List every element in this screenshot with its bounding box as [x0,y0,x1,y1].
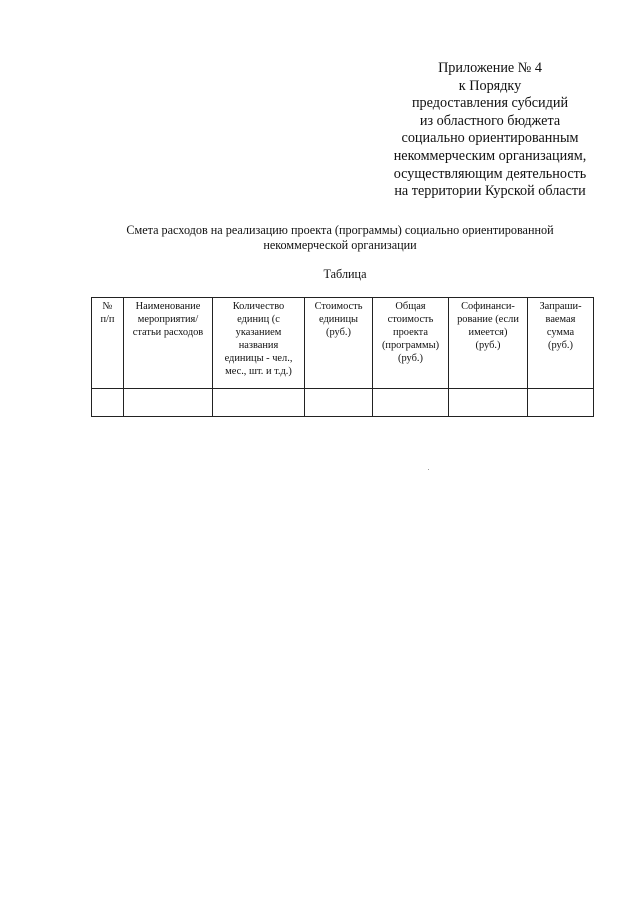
appendix-line: Приложение № 4 [438,60,542,76]
scan-speck [428,469,429,470]
header-text-line: единиц (с [237,314,280,325]
table-row [92,389,594,417]
header-text-line: п/п [100,314,115,325]
col-total-cost-header [373,298,449,389]
col-number-cell [92,389,124,417]
header-text-line: сумма [546,327,575,338]
header-text-line: стоимость [387,314,434,325]
col-requested-cell [528,389,594,417]
col-quantity-cell [213,389,305,417]
header-text-line: мероприятия/ [137,314,199,325]
appendix-line: из областного бюджета [419,112,561,129]
header-text-line: имеется) [468,327,508,338]
estimate-table [91,297,594,417]
title-line-2: некоммерческой организации [263,238,417,252]
header-text-line: Количество [232,301,285,312]
title-line-1: Смета расходов на реализацию проекта (программы) социально ориентированной [126,223,554,237]
header-text-line: № [102,301,113,312]
col-name-header [124,298,213,389]
table-label: Таблица [323,267,367,281]
appendix-line: к Порядку [458,77,522,94]
header-text-line: (руб.) [475,340,501,351]
appendix-line: некоммерческим организациям, [393,147,587,164]
header-text-line: Запраши- [539,301,582,312]
header-text-line: (программы) [381,340,440,351]
header-text-line: (руб.) [326,327,351,338]
header-text-line: названия [238,340,279,351]
header-text-line: Софинанси- [461,301,515,312]
col-quantity-header [213,298,305,389]
col-name-cell [124,389,213,417]
appendix-block [362,60,618,201]
header-text-line: единицы - чел., [224,353,293,364]
header-text-line: (руб.) [548,340,573,351]
header-text-line: Наименование [135,301,201,312]
col-unit-cost-header [305,298,373,389]
header-text-line: Общая [395,301,426,312]
header-text-line: единицы [319,314,358,325]
header-text-line: проекта [393,327,428,338]
appendix-line: осуществляющим деятельность [393,165,587,182]
appendix-line: предоставления субсидий [411,95,569,112]
document-title [60,223,620,253]
col-cofinancing-header [449,298,528,389]
header-text-line: Стоимость [314,301,363,312]
col-unit-cost-cell [305,389,373,417]
col-total-cost-cell [373,389,449,417]
header-text-line: статьи расходов [132,327,204,338]
col-requested-header [528,298,594,389]
appendix-line: социально ориентированным [401,130,579,147]
header-text-line: рование (если [457,314,519,325]
header-text-line: (руб.) [398,353,423,364]
header-text-line: мес., шт. и т.д.) [225,366,292,377]
col-number-header [92,298,124,389]
header-text-line: ваемая [545,314,576,325]
header-text-line: указанием [235,327,282,338]
col-cofinancing-cell [449,389,528,417]
appendix-line: на территории Курской области [394,183,586,200]
table-header-row [92,298,594,389]
